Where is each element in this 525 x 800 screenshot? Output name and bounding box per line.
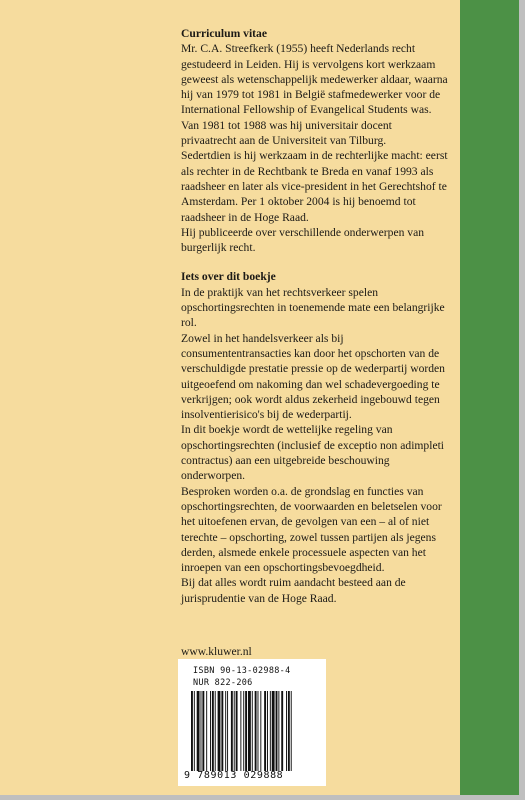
barcode-bar <box>278 691 279 771</box>
barcode-bar <box>234 691 235 771</box>
barcode-label <box>178 659 326 786</box>
barcode-bar <box>201 691 202 771</box>
cv-paragraph: Van 1981 tot 1988 was hij universitair docent privaatrecht aan de Universiteit van Tilburg. <box>181 118 392 148</box>
about-paragraph: In de praktijk van het rechtsverkeer spelen opschortingsrechten in toenemende mate een belangrijke rol. <box>181 285 445 330</box>
barcode-bar <box>191 691 193 771</box>
barcode-bar <box>276 691 278 771</box>
green-spine-band <box>460 0 519 795</box>
cv-paragraph: Hij publiceerde over verschillende onderwerpen van burgerlijk recht. <box>181 225 425 255</box>
barcode-bar <box>281 691 283 771</box>
cv-paragraph: Mr. C.A. Streefkerk (1955) heeft Nederlands recht gestudeerd in Leiden. Hij is vervolgens kort werkzaam geweest als wetenschappelijk medewerker aldaar, waarna hij van 1979 tot 1981 in België stafmedewerker voor de International Fellowship of Evangelical Students was. <box>181 42 448 117</box>
page-shadow-bottom <box>0 795 525 800</box>
barcode-bar <box>243 691 244 771</box>
barcode-bar <box>227 691 228 771</box>
nur-text: NUR 822-206 <box>193 678 253 688</box>
barcode-bar <box>270 691 271 771</box>
barcode-bar <box>202 691 204 771</box>
page-shadow-right <box>519 0 525 800</box>
barcode-bar <box>252 691 253 771</box>
publisher-url: www.kluwer.nl <box>181 645 252 658</box>
ean-number: 9 789013 029888 <box>184 770 284 781</box>
barcode-bar <box>218 691 221 771</box>
isbn-text: ISBN 90-13-02988-4 <box>193 666 291 676</box>
barcode-bar <box>240 691 241 771</box>
barcode-bar <box>215 691 216 771</box>
barcode-bar <box>255 691 257 771</box>
barcode-bar <box>272 691 275 771</box>
barcode-bar <box>248 691 251 771</box>
about-paragraph: Zowel in het handelsverkeer als bij consumententransacties kan door het opschorten van de verschuldigde prestatie pressie op de wederpartij worden uitgeoefend om nakoming dan wel schadevergoeding te verkrijgen; ook wordt aldus zekerheid ingebouwd tegen insolventierisico's bij de wederpartij. <box>181 331 445 422</box>
barcode-bar <box>210 691 211 771</box>
barcode-bar <box>221 691 223 771</box>
barcode-bar <box>286 691 287 771</box>
barcode-bars <box>191 691 313 771</box>
barcode-bar <box>231 691 233 771</box>
barcode-bar <box>206 691 207 771</box>
cv-section <box>181 26 449 255</box>
about-paragraph: Besproken worden o.a. de grondslag en functies van opschortingsrechten, de voorwaarden en beletselen voor het uitoefenen ervan, de gevolgen van een – al of niet terechte – opschorting, zowel tussen partijen als jegens derden, alsmede enkele processuele aspecten van het inroepen van een opschortingsbevoegdheid. <box>181 484 442 575</box>
cv-paragraph: Sedertdien is hij werkzaam in de rechterlijke macht: eerst als rechter in de Rechtbank te Breda en vanaf 1993 als raadsheer en later als vice-president in het Gerechtshof te Amsterdam. Per 1 oktober 2004 is hij benoemd tot raadsheer in de Hoge Raad. <box>181 149 448 224</box>
barcode-bar <box>258 691 259 771</box>
cover-text <box>181 26 449 606</box>
barcode-bar <box>236 691 238 771</box>
barcode-bar <box>288 691 290 771</box>
barcode-bar <box>245 691 247 771</box>
barcode-bar <box>212 691 214 771</box>
barcode-bar <box>194 691 195 771</box>
about-heading: Iets over dit boekje <box>181 270 276 284</box>
section-gap <box>181 255 449 269</box>
about-section <box>181 269 449 606</box>
barcode-bar <box>225 691 226 771</box>
barcode-bar <box>197 691 200 771</box>
barcode-bar <box>260 691 261 771</box>
barcode-image <box>191 691 313 771</box>
about-paragraph: In dit boekje wordt de wettelijke regeling van opschortingsrechten (inclusief de exceptio non adimpleti contractus) aan een uitgebreide beschouwing onderworpen. <box>181 423 445 483</box>
barcode-bar <box>264 691 266 771</box>
cv-heading: Curriculum vitae <box>181 27 267 40</box>
barcode-bar <box>267 691 268 771</box>
about-paragraph: Bij dat alles wordt ruim aandacht besteed aan de jurisprudentie van de Hoge Raad. <box>181 576 406 605</box>
barcode-bar <box>291 691 292 771</box>
